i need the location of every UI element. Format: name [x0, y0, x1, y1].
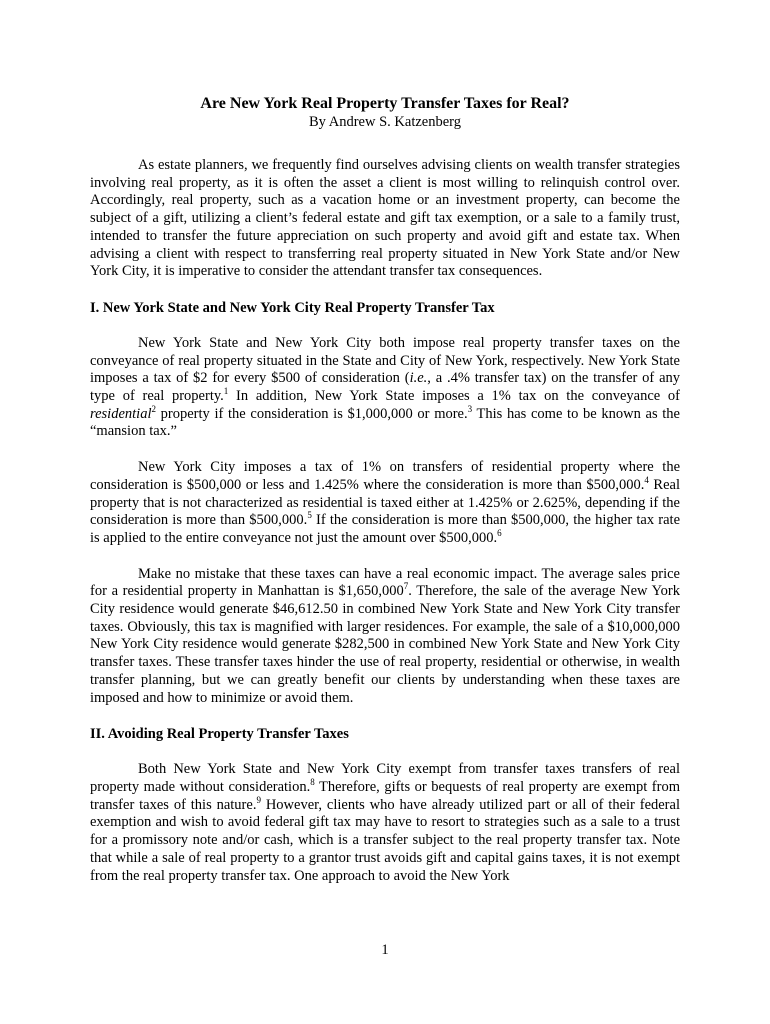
- text-run: , a .4% transfer tax) on the transfer of any type of real property.: [90, 370, 681, 405]
- section-2-paragraph-1: [90, 761, 680, 885]
- page-number: 1: [381, 942, 389, 958]
- footnote-marker: 2: [151, 403, 156, 414]
- section-1-heading: I. New York State and New York City Real Property Transfer Tax: [90, 299, 495, 316]
- footnote-marker: 4: [644, 475, 649, 486]
- section-1-paragraph-1: [90, 335, 680, 441]
- footnote-marker: 9: [256, 794, 261, 805]
- author-byline: By Andrew S. Katzenberg: [309, 114, 461, 130]
- section-1-paragraph-3: [90, 566, 680, 708]
- footnote-marker: 6: [497, 528, 502, 539]
- text-run: Therefore, gifts or bequests of real property are exempt from transfer taxes of this nature.: [90, 778, 680, 813]
- section-1-paragraph-2: [90, 459, 680, 548]
- italic-text: residential: [90, 405, 152, 422]
- text-run: . Therefore, the sale of the average New York City residence would generate $46,612.50 in combined New York State and New York City transfer taxes. Obviously, this tax is magnified with larger residences. For example, the sale of a $10,000,000 New York City residence would generate $282,500 in combined New York State and New York City transfer taxes. These transfer taxes hinder the use of real property, residential or otherwise, in wealth transfer planning, but we can greatly benefit our clients by understanding when these taxes are imposed and how to minimize or avoid them.: [90, 583, 680, 706]
- text-run: Make no mistake that these taxes can have a real economic impact. The average sales price for a residential property in Manhattan is $1,650,000: [90, 565, 680, 600]
- footnote-marker: 7: [403, 581, 409, 592]
- text-run: Real property that is not characterized as residential is taxed either at 1.425% or 2.625%, depending if the consideration is more than $500,000.: [90, 476, 680, 529]
- footnote-marker: 5: [307, 510, 312, 521]
- section-2-heading: II. Avoiding Real Property Transfer Taxes: [90, 726, 349, 743]
- italic-text: i.e.: [409, 370, 428, 387]
- footnote-marker: 3: [467, 403, 473, 414]
- intro-paragraph: As estate planners, we frequently find ourselves advising clients on wealth transfer strategies involving real property, as it is often the asset a client is most willing to relinquish control over. Accordingly, real property, such as a vacation home or an investment property, can become the subject of a gift, utilizing a client’s federal estate and gift tax exemption, or a sale to a family trust, intended to transfer the future appreciation on such property and avoid gift and estate tax. When advising a client with respect to transferring real property situated in New York State and/or New York City, it is imperative to consider the attendant transfer tax consequences.: [90, 157, 680, 280]
- text-run: New York City imposes a tax of 1% on transfers of residential property where the consideration is $500,000 or less and 1.425% where the consideration is more than $500,000.: [90, 459, 680, 493]
- footnote-marker: 1: [223, 386, 229, 397]
- text-run: New York State and New York City both impose real property transfer taxes on the conveyance of real property situated in the State and City of New York, respectively. New York State imposes a tax of $2 for every $500 of consideration (: [90, 334, 680, 387]
- text-run: property if the consideration is $1,000,000 or more.: [155, 405, 468, 422]
- text-run: Both New York State and New York City exempt from transfer taxes transfers of real property made without consideration.: [90, 761, 680, 795]
- text-run: If the consideration is more than $500,000, the higher tax rate is applied to the entire conveyance not just the amount over $500,000.: [90, 512, 681, 546]
- text-run: However, clients who have already utilized part or all of their federal exemption and wish to avoid federal gift tax may have to resort to strategies such as a sale to a trust for a promissory note and/or cash, which is a transfer subject to the real property transfer tax. Note that while a sale of real property to a grantor trust avoids gift and capital gains taxes, it is not exempt from the real property transfer tax. One approach to avoid the New York: [90, 796, 680, 884]
- footnote-marker: 8: [310, 777, 315, 788]
- document-title: Are New York Real Property Transfer Taxes for Real?: [200, 95, 570, 112]
- text-run: This has come to be known as the “mansion tax.”: [90, 405, 680, 440]
- text-run: In addition, New York State imposes a 1% tax on the conveyance of: [228, 388, 681, 405]
